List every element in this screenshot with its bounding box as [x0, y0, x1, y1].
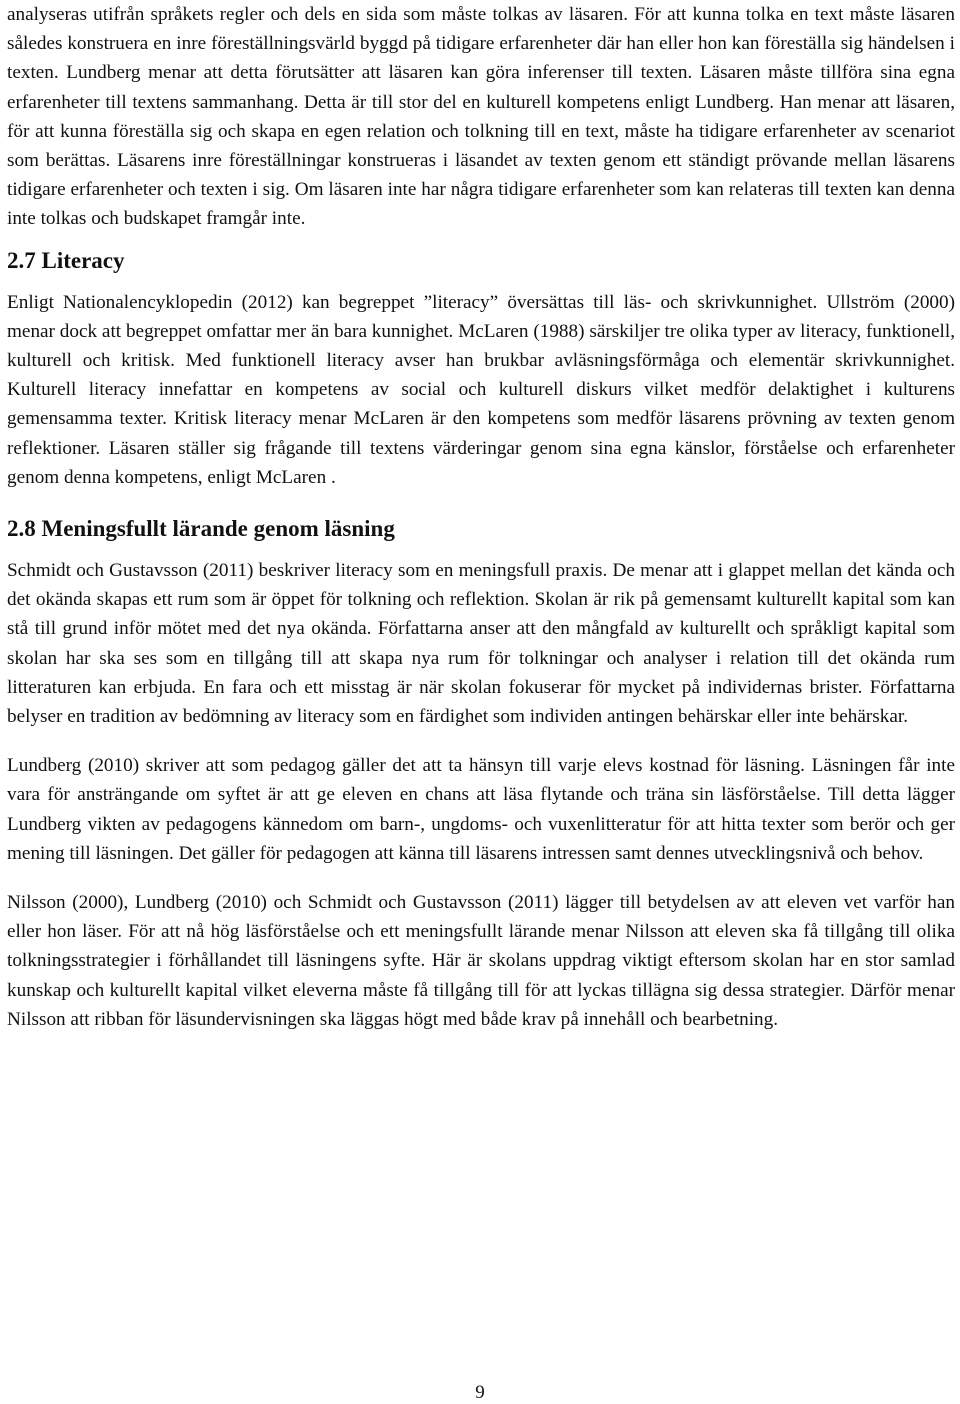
paragraph-lundberg: Lundberg (2010) skriver att som pedagog gäller det att ta hänsyn till varje elevs kostnad för läsning. Läsningen får inte vara för ansträngande om syftet är att ge eleven en chans att läsa flytande och träna sin läsförståelse. Till detta lägger Lundberg vikten av pedagogens kännedom om barn-, ungdoms- och vuxenlitteratur för att hitta texter som berör och ger mening till läsningen. Det gäller för pedagogen att känna till läsarens intressen samt dennes utvecklingsnivå och behov.	[7, 755, 955, 864]
section-heading-meningsfullt-larande: 2.8 Meningsfullt lärande genom läsning	[7, 516, 395, 542]
paragraph-literacy: Enligt Nationalencyklopedin (2012) kan begreppet ”literacy” översättas till läs- och skrivkunnighet. Ullström (2000) menar dock att begreppet omfattar mer än bara kunnighet. McLaren (1988) särskiljer tre olika typer av literacy, funktionell, kulturell och kritisk. Med funktionell literacy avser han brukbar avläsningsförmåga och elementär skrivkunnighet. Kulturell literacy innefattar en kompetens av social och kulturell diskurs vilket medför delaktighet i kulturens gemensamma texter. Kritisk literacy menar McLaren är den kompetens som medför läsarens prövning av texten genom reflektioner. Läsaren ställer sig frågande till textens värderingar genom sina egna känslor, förståelse och erfarenheter genom denna kompetens, enligt McLaren .	[7, 291, 955, 488]
page-content	[7, 0, 955, 1034]
section-heading-literacy: 2.7 Literacy	[7, 247, 125, 273]
paragraph-schmidt-gustavsson: Schmidt och Gustavsson (2011) beskriver literacy som en meningsfull praxis. De menar att i glappet mellan det kända och det okända skapas ett rum som är öppet för tolkning och reflektion. Skolan är rik på gemensamt kulturellt kapital som kan stå till grund inför mötet med det nya okända. Författarna anser att den mångfald av kulturellt och språkligt kapital som skolan har ska ses som en tillgång till att skapa nya rum för tolkningar och analyser i relation till det okända rum litteraturen kan erbjuda. En fara och ett misstag är när skolan fokuserar för mycket på individernas brister. Författarna belyser en tradition av bedömning av literacy som en färdighet som individen antingen behärskar eller inte behärskar.	[7, 560, 955, 728]
paragraph-nilsson: Nilsson (2000), Lundberg (2010) och Schmidt och Gustavsson (2011) lägger till betydelsen av att eleven vet varför han eller hon läser. För att nå hög läsförståelse och ett meningsfullt lärande menar Nilsson att eleven ska få tillgång till olika tolkningsstrategier i förhållandet till läsningens syfte. Här är skolans uppdrag viktigt eftersom skolan har en stor samlad kunskap och kulturellt kapital vilket eleverna måste få tillgång till för att lyckas tillägna sig dessa strategier. Därför menar Nilsson att ribban för läsundervisningen ska läggas högt med både krav på innehåll och bearbetning.	[7, 892, 955, 1030]
paragraph-continuation: analyseras utifrån språkets regler och dels en sida som måste tolkas av läsaren. För att kunna tolka en text måste läsaren således konstruera en inre föreställningsvärld byggd på tidigare erfarenheter där han eller hon kan föreställa sig händelsen i texten. Lundberg menar att detta förutsätter att läsaren kan göra inferenser till texten. Läsaren måste tillföra sina egna erfarenheter till textens sammanhang. Detta är till stor del en kulturell kompetens enligt Lundberg. Han menar att läsaren, för att kunna föreställa sig och skapa en egen relation och tolkning till en text, måste ha tidigare erfarenheter av scenariot som berättas. Läsarens inre föreställningar konstrueras i läsandet av texten genom ett ständigt prövande mellan läsarens tidigare erfarenheter och texten i sig. Om läsaren inte har några tidigare erfarenheter som kan relateras till texten kan denna inte tolkas och budskapet framgår inte.	[7, 4, 955, 230]
page-number: 9	[475, 1382, 485, 1403]
